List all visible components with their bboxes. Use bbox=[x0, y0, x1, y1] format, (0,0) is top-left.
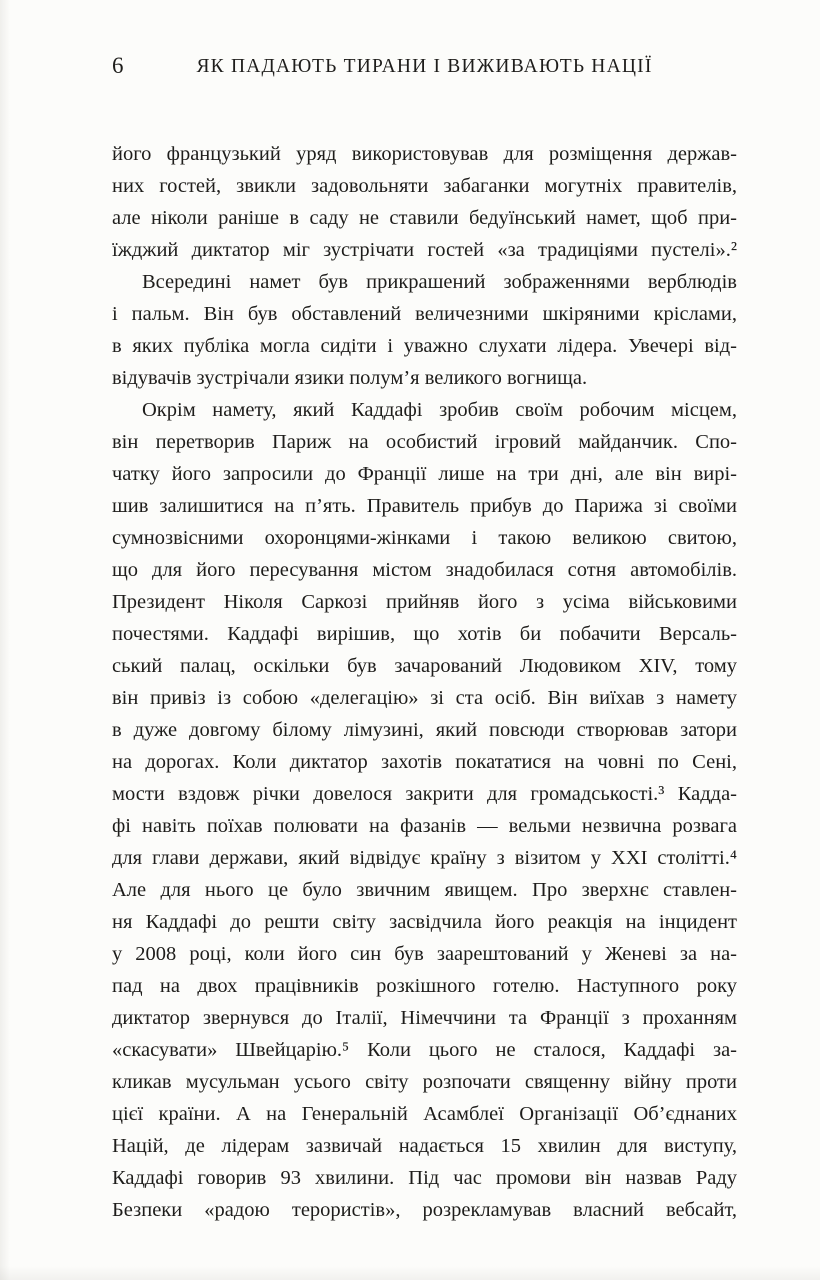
page-header bbox=[112, 52, 737, 82]
text-line: він привіз із собою «делегацію» зі ста осіб. Він виїхав з намету bbox=[112, 687, 737, 709]
text-line: відувачів зустрічали язики полум’я великого вогнища. bbox=[112, 367, 588, 389]
text-line: для глави держави, який відвідує країну з візитом у XXI столітті.⁴ bbox=[112, 847, 737, 869]
text-line: він перетворив Париж на особистий ігровий майданчик. Спо- bbox=[112, 431, 737, 453]
body-text bbox=[112, 138, 737, 1226]
text-line: сумнозвісними охоронцями-жінками і такою великою свитою, bbox=[112, 527, 737, 549]
text-line: почестями. Каддафі вирішив, що хотів би побачити Версаль- bbox=[112, 623, 737, 645]
page-number: 6 bbox=[112, 53, 124, 78]
text-line: і пальм. Він був обставлений величезними шкіряними кріслами, bbox=[112, 303, 737, 325]
text-line: ський палац, оскільки був зачарований Людовиком XIV, тому bbox=[112, 655, 737, 677]
text-line: його французький уряд використовував для розміщення держав- bbox=[112, 143, 737, 165]
text-line: мости вздовж річки довелося закрити для громадськості.³ Кадда- bbox=[112, 783, 737, 805]
paragraph bbox=[112, 394, 737, 1226]
text-line: в дуже довгому білому лімузині, який повсюди створював затори bbox=[112, 719, 737, 741]
text-line: Каддафі говорив 93 хвилини. Під час промови він назвав Раду bbox=[112, 1167, 737, 1189]
text-line: Окрім намету, який Каддафі зробив своїм робочим місцем, bbox=[142, 399, 737, 421]
text-line: «скасувати» Швейцарію.⁵ Коли цього не сталося, Каддафі за- bbox=[112, 1039, 737, 1061]
text-line: ня Каддафі до решти світу засвідчила його реакція на інцидент bbox=[112, 911, 737, 933]
text-line: Але для нього це було звичним явищем. Про зверхнє ставлен- bbox=[112, 879, 737, 901]
text-line: чатку його запросили до Франції лише на три дні, але він вирі- bbox=[112, 463, 737, 485]
text-line: Всередині намет був прикрашений зображеннями верблюдів bbox=[142, 271, 737, 293]
text-line: Безпеки «радою терористів», розрекламував власний вебсайт, bbox=[112, 1199, 737, 1221]
text-line: що для його пересування містом знадобилася сотня автомобілів. bbox=[112, 559, 737, 581]
scan-edge-shading-left bbox=[0, 0, 10, 1280]
text-line: пад на двох працівників розкішного готелю. Наступного року bbox=[112, 975, 737, 997]
text-line: фі навіть поїхав полювати на фазанів — вельми незвична розвага bbox=[112, 815, 737, 837]
text-line: Націй, де лідерам зазвичай надається 15 хвилин для виступу, bbox=[112, 1135, 737, 1157]
text-line: але ніколи раніше в саду не ставили бедуїнський намет, щоб при- bbox=[112, 207, 737, 229]
paragraph bbox=[112, 266, 737, 394]
text-line: на дорогах. Коли диктатор захотів покататися на човні по Сені, bbox=[112, 751, 737, 773]
text-line: їжджий диктатор міг зустрічати гостей «за традиціями пустелі».² bbox=[112, 239, 737, 261]
text-line: у 2008 році, коли його син був заарештований у Женеві за на- bbox=[112, 943, 737, 965]
text-line: шив залишитися на п’ять. Правитель прибув до Парижа зі своїми bbox=[112, 495, 737, 517]
scan-edge-shading-bottom bbox=[0, 1266, 820, 1280]
text-line: диктатор звернувся до Італії, Німеччини та Франції з проханням bbox=[112, 1007, 737, 1029]
text-line: Президент Ніколя Саркозі прийняв його з усіма військовими bbox=[112, 591, 737, 613]
text-line: кликав мусульман усього світу розпочати священну війну проти bbox=[112, 1071, 737, 1093]
running-title: ЯК ПАДАЮТЬ ТИРАНИ І ВИЖИВАЮТЬ НАЦІЇ bbox=[196, 56, 653, 77]
text-line: в яких публіка могла сидіти і уважно слухати лідера. Увечері від- bbox=[112, 335, 737, 357]
paragraph bbox=[112, 138, 737, 266]
text-line: них гостей, звикли задовольняти забаганки могутніх правителів, bbox=[112, 175, 737, 197]
text-line: цієї країни. А на Генеральній Асамблеї Організації Об’єднаних bbox=[112, 1103, 737, 1125]
